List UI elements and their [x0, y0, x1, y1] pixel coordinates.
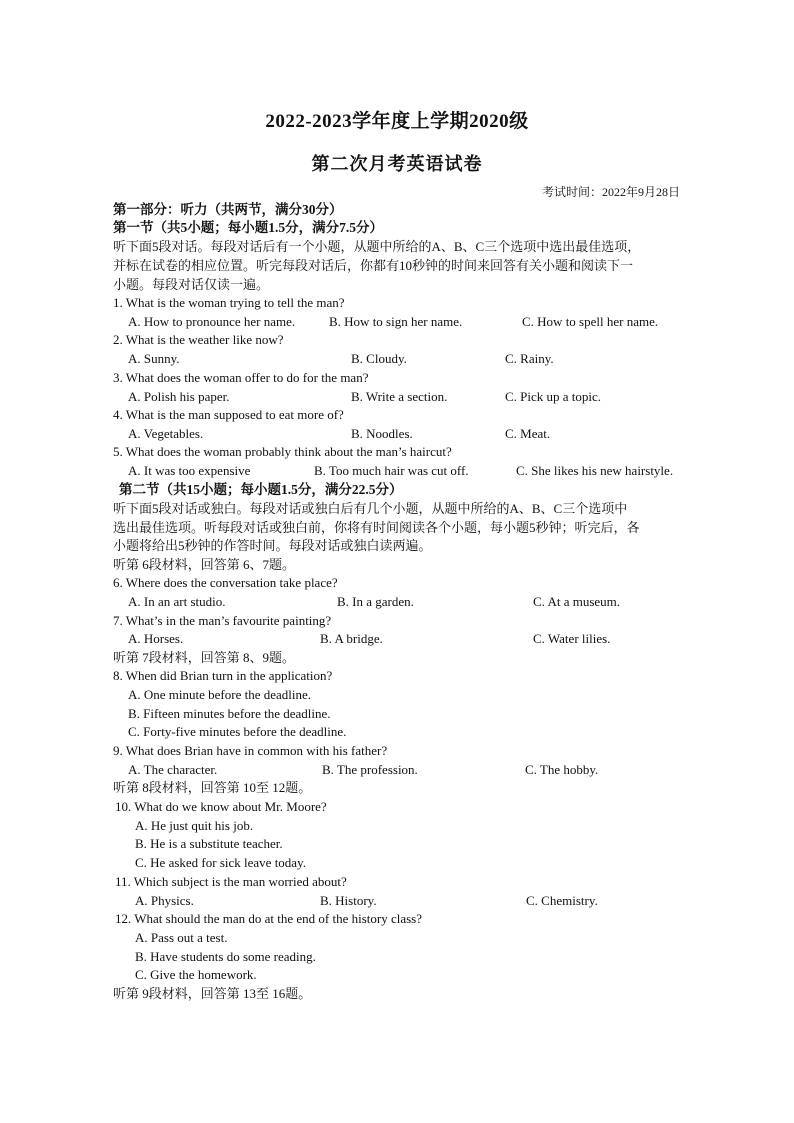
question-1: 1. What is the woman trying to tell the man? [113, 295, 345, 310]
q10-option-b: B. He is a substitute teacher. [135, 836, 283, 851]
q8-option-c: C. Forty-five minutes before the deadline. [128, 724, 347, 739]
q4-option-c: C. Meat. [505, 426, 551, 441]
section1-instruction-line: 听下面5段对话。每段对话后有一个小题，从题中所给的A、B、C三个选项中选出最佳选项， [113, 239, 641, 254]
q11-option-a: A. Physics. [135, 893, 194, 908]
q3-option-a: A. Polish his paper. [128, 389, 230, 404]
exam-title: 2022-2023学年度上学期2020级 [265, 111, 529, 132]
q11-option-b: B. History. [320, 893, 377, 908]
q10-option-c: C. He asked for sick leave today. [135, 855, 306, 870]
part1-heading: 第一部分：听力（共两节，满分30分） [113, 202, 343, 217]
exam-date: 考试时间：2022年9月28日 [541, 185, 680, 199]
q6-option-a: A. In an art studio. [128, 594, 226, 609]
question-7: 7. What’s in the man’s favourite painting? [113, 613, 332, 628]
q3-option-c: C. Pick up a topic. [505, 389, 602, 404]
question-6: 6. Where does the conversation take place? [113, 575, 338, 590]
material-7: 听第 7段材料，回答第 8、9题。 [113, 650, 296, 665]
question-12: 12. What should the man do at the end of the history class? [115, 911, 422, 926]
exam-subtitle: 第二次月考英语试卷 [311, 154, 483, 174]
question-2: 2. What is the weather like now? [113, 332, 284, 347]
section2-instruction-line: 听下面5段对话或独白。每段对话或独白后有几个小题，从题中所给的A、B、C三个选项中 [113, 501, 628, 516]
section2-instruction-line: 小题将给出5秒钟的作答时间。每段对话或独白读两遍。 [113, 538, 432, 553]
section1-instruction-line: 小题。每段对话仅读一遍。 [113, 277, 270, 292]
question-5: 5. What does the woman probably think about the man’s haircut? [113, 444, 452, 459]
section1-heading: 第一节（共5小题；每小题1.5分，满分7.5分） [113, 220, 383, 235]
q1-option-b: B. How to sign her name. [329, 314, 463, 329]
question-8: 8. When did Brian turn in the application? [113, 668, 333, 683]
q8-option-a: A. One minute before the deadline. [128, 687, 312, 702]
material-9: 听第 9段材料，回答第 13至 16题。 [113, 986, 312, 1001]
q2-option-b: B. Cloudy. [351, 351, 407, 366]
q5-option-b: B. Too much hair was cut off. [314, 463, 469, 478]
q6-option-b: B. In a garden. [337, 594, 414, 609]
q6-option-c: C. At a museum. [533, 594, 621, 609]
section1-instruction-line: 并标在试卷的相应位置。听完每段对话后，你都有10秒钟的时间来回答有关小题和阅读下一 [113, 258, 634, 273]
q4-option-a: A. Vegetables. [128, 426, 204, 441]
q3-option-b: B. Write a section. [351, 389, 448, 404]
q10-option-a: A. He just quit his job. [135, 818, 254, 833]
q11-option-c: C. Chemistry. [526, 893, 598, 908]
q12-option-c: C. Give the homework. [135, 967, 257, 982]
q12-option-a: A. Pass out a test. [135, 930, 228, 945]
q7-option-b: B. A bridge. [320, 631, 383, 646]
q9-option-a: A. The character. [128, 762, 218, 777]
section2-instruction-line: 选出最佳选项。听每段对话或独白前，你将有时间阅读各个小题，每小题5秒钟；听完后，各 [113, 520, 640, 535]
question-4: 4. What is the man supposed to eat more of? [113, 407, 344, 422]
section2-heading: 第二节（共15小题；每小题1.5分，满分22.5分） [119, 482, 403, 497]
q1-option-c: C. How to spell her name. [522, 314, 659, 329]
q4-option-b: B. Noodles. [351, 426, 413, 441]
q5-option-c: C. She likes his new hairstyle. [516, 463, 674, 478]
q2-option-c: C. Rainy. [505, 351, 554, 366]
q7-option-c: C. Water lilies. [533, 631, 611, 646]
question-10: 10. What do we know about Mr. Moore? [115, 799, 327, 814]
question-11: 11. Which subject is the man worried about? [115, 874, 347, 889]
question-3: 3. What does the woman offer to do for the man? [113, 370, 369, 385]
q9-option-c: C. The hobby. [525, 762, 599, 777]
question-9: 9. What does Brian have in common with his father? [113, 743, 388, 758]
q8-option-b: B. Fifteen minutes before the deadline. [128, 706, 331, 721]
q7-option-a: A. Horses. [128, 631, 184, 646]
material-8: 听第 8段材料，回答第 10至 12题。 [113, 780, 312, 795]
q9-option-b: B. The profession. [322, 762, 418, 777]
q1-option-a: A. How to pronounce her name. [128, 314, 296, 329]
q5-option-a: A. It was too expensive [128, 463, 251, 478]
q2-option-a: A. Sunny. [128, 351, 180, 366]
material-6: 听第 6段材料，回答第 6、7题。 [113, 557, 296, 572]
q12-option-b: B. Have students do some reading. [135, 949, 316, 964]
